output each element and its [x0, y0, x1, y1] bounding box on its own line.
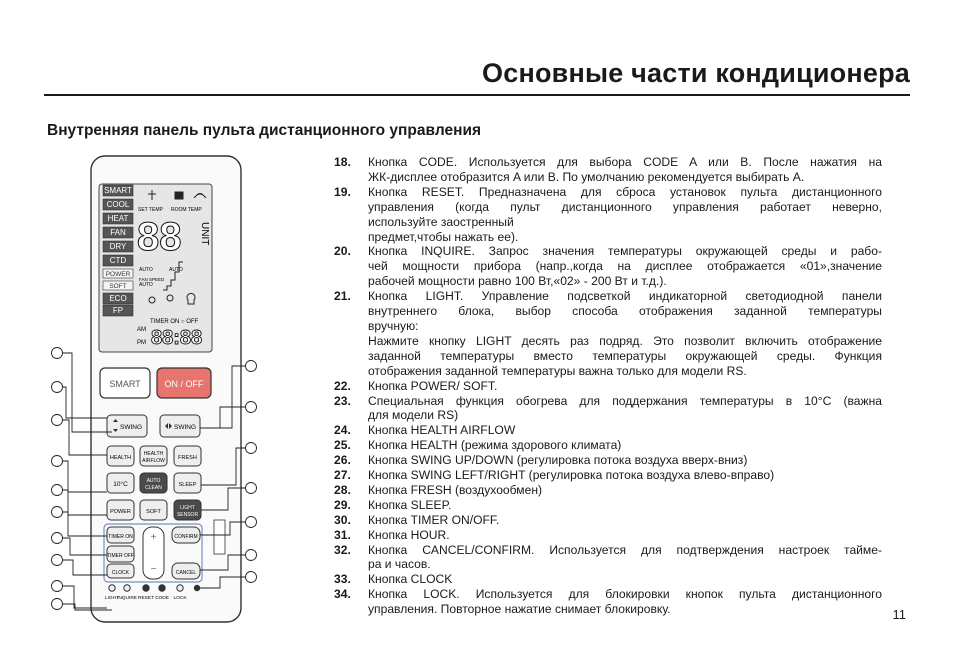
fresh-button-label: FRESH	[178, 455, 197, 461]
health-airflow-label-1: HEALTH	[143, 451, 164, 457]
sleep-button-label: SLEEP	[178, 482, 197, 488]
bottom-button	[143, 585, 149, 591]
list-item	[334, 289, 882, 378]
timer-on-label: TIMER ON	[108, 534, 133, 540]
page-number: 11	[892, 607, 906, 622]
temp-digits: 88	[137, 215, 182, 259]
item-text-line: Кнопка TIMER ON/OFF.	[368, 512, 500, 527]
item-text-line: Кнопка FRESH (воздухообмен)	[368, 482, 543, 497]
callout-marker	[246, 483, 257, 494]
list-item	[334, 423, 882, 438]
auto-clean-label-2: CLEAN	[145, 485, 162, 491]
lcd-auto-2: AUTO	[169, 267, 183, 273]
health-airflow-label-2: AIRFLOW	[142, 458, 165, 464]
am-label: AM	[137, 327, 146, 333]
item-text	[368, 244, 882, 289]
item-text-line: ра и часов.	[368, 557, 431, 572]
item-number: 28.	[334, 482, 351, 497]
timer-label: TIMER ON ○ OFF	[150, 319, 199, 325]
lcd-mode-label: CTD	[109, 256, 127, 265]
item-text	[368, 423, 882, 438]
list-item	[334, 513, 882, 528]
bottom-button-label: RESET	[138, 596, 154, 601]
item-text-line: Кнопка POWER/ SOFT.	[368, 378, 498, 393]
item-text-line: Кнопка HEALTH AIRFLOW	[368, 423, 516, 438]
lock-icon	[175, 192, 183, 199]
hour-plus-label: +	[150, 532, 157, 543]
lcd-mode-label: SOFT	[109, 283, 127, 290]
item-text-line: Кнопка HEALTH (режима здорового климата)	[368, 438, 622, 453]
item-text-line: отображения заданной температуры важна только для модели RS.	[368, 363, 747, 378]
bottom-button-label: INQUIRE	[117, 596, 137, 601]
item-text	[368, 394, 882, 424]
item-number: 25.	[334, 438, 351, 453]
callout-marker	[246, 443, 257, 454]
list-item	[334, 543, 882, 573]
lcd-mode-label: FP	[112, 306, 124, 315]
item-text	[368, 468, 882, 483]
item-text	[368, 528, 882, 543]
item-number: 24.	[334, 423, 351, 438]
item-text	[368, 513, 882, 528]
timer-off-label: TIMER OFF	[107, 553, 134, 559]
item-text-line: для модели RS)	[368, 408, 459, 423]
lcd-mode-label: FAN	[110, 228, 126, 237]
item-text-line: управления (когда пульт дистанционного управления работает неверно,	[368, 199, 882, 214]
item-text	[368, 572, 882, 587]
bottom-button	[124, 585, 130, 591]
health-button-label: HEALTH	[109, 455, 132, 461]
item-text-line: Кнопка SWING UP/DOWN (регулировка потока воздуха вверх-вниз)	[368, 453, 748, 468]
item-text-line: Кнопка LIGHT. Управление подсветкой индикаторной светодиодной панели	[368, 289, 882, 304]
item-number: 34.	[334, 587, 351, 602]
item-text-line: чей мощности прибора (напр.,когда на дисплее отображается «01»,значение	[368, 259, 882, 274]
list-item	[334, 572, 882, 587]
item-number: 33.	[334, 572, 351, 587]
list-item	[334, 394, 882, 424]
fan-speed-label: FAN SPEED	[139, 277, 165, 282]
item-number: 22.	[334, 378, 351, 393]
item-text-line: Специальная функция обогрева для поддержания температуры в 10°C (важна	[368, 393, 882, 408]
callout-marker	[52, 485, 63, 496]
item-text-line: Кнопка RESET. Предназначена для сброса установок пульта дистанционного	[368, 184, 882, 199]
bottom-button-label: CODE	[155, 596, 169, 601]
light-sensor-label-2: SENSOR	[176, 512, 199, 518]
set-temp-label: SET TEMP	[138, 207, 163, 213]
cancel-button-label: CANCEL	[175, 570, 197, 576]
page-title: Основные части кондиционера	[482, 58, 910, 88]
item-text	[368, 498, 882, 513]
confirm-button-label: CONFIRM	[174, 534, 198, 540]
item-number: 26.	[334, 453, 351, 468]
smart-button-label: SMART	[109, 379, 141, 389]
item-number: 21.	[334, 289, 351, 304]
list-item	[334, 483, 882, 498]
callout-marker	[246, 402, 257, 413]
item-text-line: рабочей мощности равно 100 Вт,«02» - 200 Вт и т.д.).	[368, 274, 667, 289]
lcd-mode-label: HEAT	[107, 214, 129, 223]
callout-marker	[52, 555, 63, 566]
item-number: 18.	[334, 155, 351, 169]
list-item	[334, 244, 882, 289]
item-number: 32.	[334, 542, 351, 557]
auto-clean-label-1: AUTO	[146, 478, 161, 484]
lcd-mode-label: SMART	[104, 186, 132, 195]
parts-list	[334, 155, 882, 617]
lcd-mode-label: DRY	[109, 242, 127, 251]
list-item	[334, 438, 882, 453]
callout-marker	[246, 517, 257, 528]
clock-button-label: CLOCK	[111, 570, 130, 576]
item-number: 27.	[334, 468, 351, 483]
item-text-line: Кнопка LOCK. Используется для блокировки кнопок пульта дистанционного	[368, 587, 882, 602]
item-text	[368, 379, 882, 394]
item-text	[368, 185, 882, 245]
bottom-button-label: LIGHT	[104, 596, 120, 601]
item-text-line: используйте заостренный	[368, 214, 514, 229]
item-text	[368, 155, 882, 185]
item-text	[368, 543, 882, 573]
callout-marker	[52, 507, 63, 518]
callout-marker	[246, 361, 257, 372]
bottom-button	[109, 585, 115, 591]
section-subtitle: Внутренняя панель пульта дистанционного управления	[47, 122, 482, 139]
item-text	[368, 483, 882, 498]
item-text-line: Кнопка CLOCK	[368, 572, 453, 587]
list-item	[334, 528, 882, 543]
room-temp-label: ROOM TEMP	[171, 207, 202, 213]
callout-marker	[246, 572, 257, 583]
list-item	[334, 185, 882, 245]
bottom-button	[159, 585, 165, 591]
ten-c-button-label: 10°C	[113, 481, 128, 488]
item-number: 31.	[334, 527, 351, 542]
item-text-line: Нажмите кнопку LIGHT десять раз подряд. Это позволит включить отображение	[368, 333, 882, 348]
lcd-mode-label: COOL	[106, 200, 130, 209]
unit-label: UNIT	[199, 222, 210, 246]
item-text-line: Кнопка INQUIRE. Запрос значения температуры окружающей среды и рабо-	[368, 244, 882, 259]
item-number: 29.	[334, 497, 351, 512]
side-strip	[214, 520, 225, 554]
title-rule	[44, 94, 910, 96]
soft-button-label: SOFT	[146, 509, 161, 515]
item-text-line: Кнопка CODE. Используется для выбора CODE A или B. После нажатия на	[368, 155, 882, 169]
item-text-line: заданной температуры вместо температуры окружающей среды. Функция	[368, 348, 882, 363]
swing-leftright-label: SWING	[173, 424, 197, 431]
callout-marker	[52, 456, 63, 467]
item-text-line: управления. Повторное нажатие снимает блокировку.	[368, 602, 671, 617]
item-text-line: Кнопка HOUR.	[368, 527, 450, 542]
item-number: 20.	[334, 244, 351, 259]
item-text-line: Кнопка SWING LEFT/RIGHT (регулировка потока воздуха влево-вправо)	[368, 468, 775, 483]
item-text	[368, 438, 882, 453]
list-item	[334, 155, 882, 185]
item-text-line: Кнопка SLEEP.	[368, 497, 452, 512]
item-text	[368, 453, 882, 468]
clock-digits: 88:88	[151, 327, 203, 349]
item-number: 30.	[334, 512, 351, 527]
item-text	[368, 289, 882, 378]
callout-marker	[52, 599, 63, 610]
remote-control-diagram	[40, 150, 270, 630]
item-text-line: внутреннего блока, выбор способа отображения заданной температуры	[368, 304, 882, 319]
item-number: 19.	[334, 184, 351, 199]
list-item	[334, 587, 882, 617]
item-text-line: предмет,чтобы нажать ее).	[368, 229, 519, 244]
pm-label: PM	[137, 340, 146, 346]
lcd-auto-1: AUTO	[139, 267, 153, 273]
light-sensor-label-1: LIGHT	[180, 505, 195, 511]
callout-marker	[246, 550, 257, 561]
callout-marker	[52, 533, 63, 544]
list-item	[334, 453, 882, 468]
item-text-line: ЖК-дисплее отобразится A или B. По умолчанию рекомендуется выбирать A.	[368, 169, 805, 184]
on-off-button-label: ON / OFF	[164, 379, 204, 389]
list-item	[334, 498, 882, 513]
swing-updown-label: SWING	[119, 424, 143, 431]
callout-marker	[52, 382, 63, 393]
list-item	[334, 379, 882, 394]
callout-marker	[52, 415, 63, 426]
callout-marker	[52, 581, 63, 592]
item-text-line: вручную:	[368, 318, 419, 333]
lcd-mode-label: POWER	[105, 271, 131, 278]
bottom-button-label: LOCK	[173, 596, 187, 601]
lcd-auto-3: AUTO	[139, 282, 153, 288]
power-button-label: POWER	[110, 509, 131, 515]
hour-minus-label: −	[150, 564, 157, 575]
list-item	[334, 468, 882, 483]
item-number: 23.	[334, 393, 351, 408]
item-text-line: Кнопка CANCEL/CONFIRM. Используется для подтверждения настроек тайме-	[368, 542, 882, 557]
lcd-mode-label: ECO	[109, 294, 127, 303]
item-text	[368, 587, 882, 617]
callout-marker	[52, 348, 63, 359]
bottom-button	[177, 585, 183, 591]
